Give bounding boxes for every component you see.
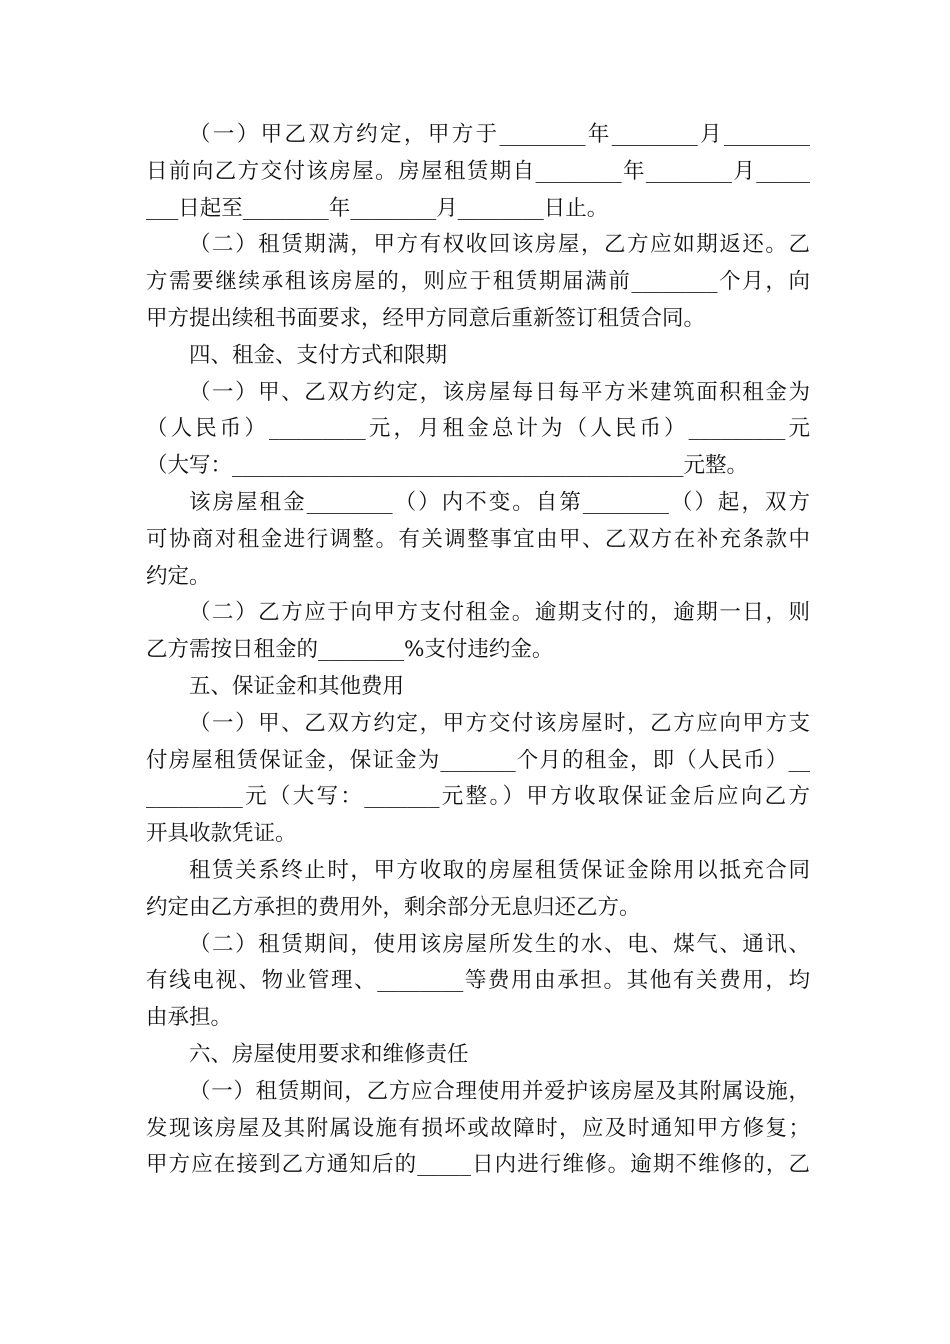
document-page	[146, 117, 810, 1184]
para-line-5: 方需要继续承租该房屋的，则应于租赁期届满前________个月，向	[146, 269, 810, 295]
para-line-10: （大写：__________________________________________元整。	[146, 453, 749, 479]
para-line-23: （二）租赁期间，使用该房屋所发生的水、电、煤气、通讯、	[189, 931, 810, 957]
para-line-21: 租赁关系终止时，甲方收取的房屋租赁保证金除用以抵充合同	[189, 857, 810, 883]
para-line-14: （二）乙方应于向甲方支付租金。逾期支付的，逾期一日，则	[189, 600, 810, 626]
para-line-20: 开具收款凭证。	[146, 821, 297, 847]
section-heading-6: 六、房屋使用要求和维修责任	[189, 1041, 469, 1067]
para-line-27: （一）租赁期间，乙方应合理使用并爱护该房屋及其附属设施，	[189, 1078, 810, 1104]
para-line-25: 由承担。	[146, 1005, 233, 1031]
para-line-18: 付房屋租赁保证金，保证金为_______个月的租金，即（人民币）__	[146, 747, 810, 773]
para-line-1: （一）甲乙双方约定，甲方于________年________月________	[189, 122, 810, 147]
section-heading-4: 四、租金、支付方式和限期	[189, 342, 448, 368]
para-line-2: 日前向乙方交付该房屋。房屋租赁期自________年________月_____	[146, 158, 810, 184]
para-line-28: 发现该房屋及其附属设施有损坏或故障时，应及时通知甲方修复；	[146, 1115, 810, 1141]
para-line-22: 约定由乙方承担的费用外，剩余部分无息归还乙方。	[146, 894, 641, 920]
para-line-13: 约定。	[146, 563, 211, 589]
para-line-4: （二）租赁期满，甲方有权收回该房屋，乙方应如期返还。乙	[189, 232, 810, 258]
section-heading-5: 五、保证金和其他费用	[189, 673, 405, 699]
para-line-8: （一）甲、乙双方约定，该房屋每日每平方米建筑面积租金为	[189, 379, 810, 405]
para-line-9: （人民币）_________元，月租金总计为（人民币）_________元	[146, 416, 810, 442]
para-line-12: 可协商对租金进行调整。有关调整事宜由甲、乙双方在补充条款中	[146, 526, 810, 552]
para-line-29: 甲方应在接到乙方通知后的_____日内进行维修。逾期不维修的，乙	[146, 1152, 810, 1178]
para-line-15: 乙方需按日租金的________%支付违约金。	[146, 637, 554, 663]
para-line-24: 有线电视、物业管理、________等费用由承担。其他有关费用，均	[146, 968, 810, 994]
para-line-6: 甲方提出续租书面要求，经甲方同意后重新签订租赁合同。	[146, 305, 706, 331]
para-line-19: _________元（大写：_______元整。）甲方收取保证金后应向乙方	[146, 784, 810, 810]
para-line-11: 该房屋租金________（）内不变。自第________（）起，双方	[189, 489, 810, 515]
para-line-3: ___日起至________年________月________日止。	[146, 195, 609, 221]
para-line-17: （一）甲、乙双方约定，甲方交付该房屋时，乙方应向甲方支	[189, 710, 810, 736]
